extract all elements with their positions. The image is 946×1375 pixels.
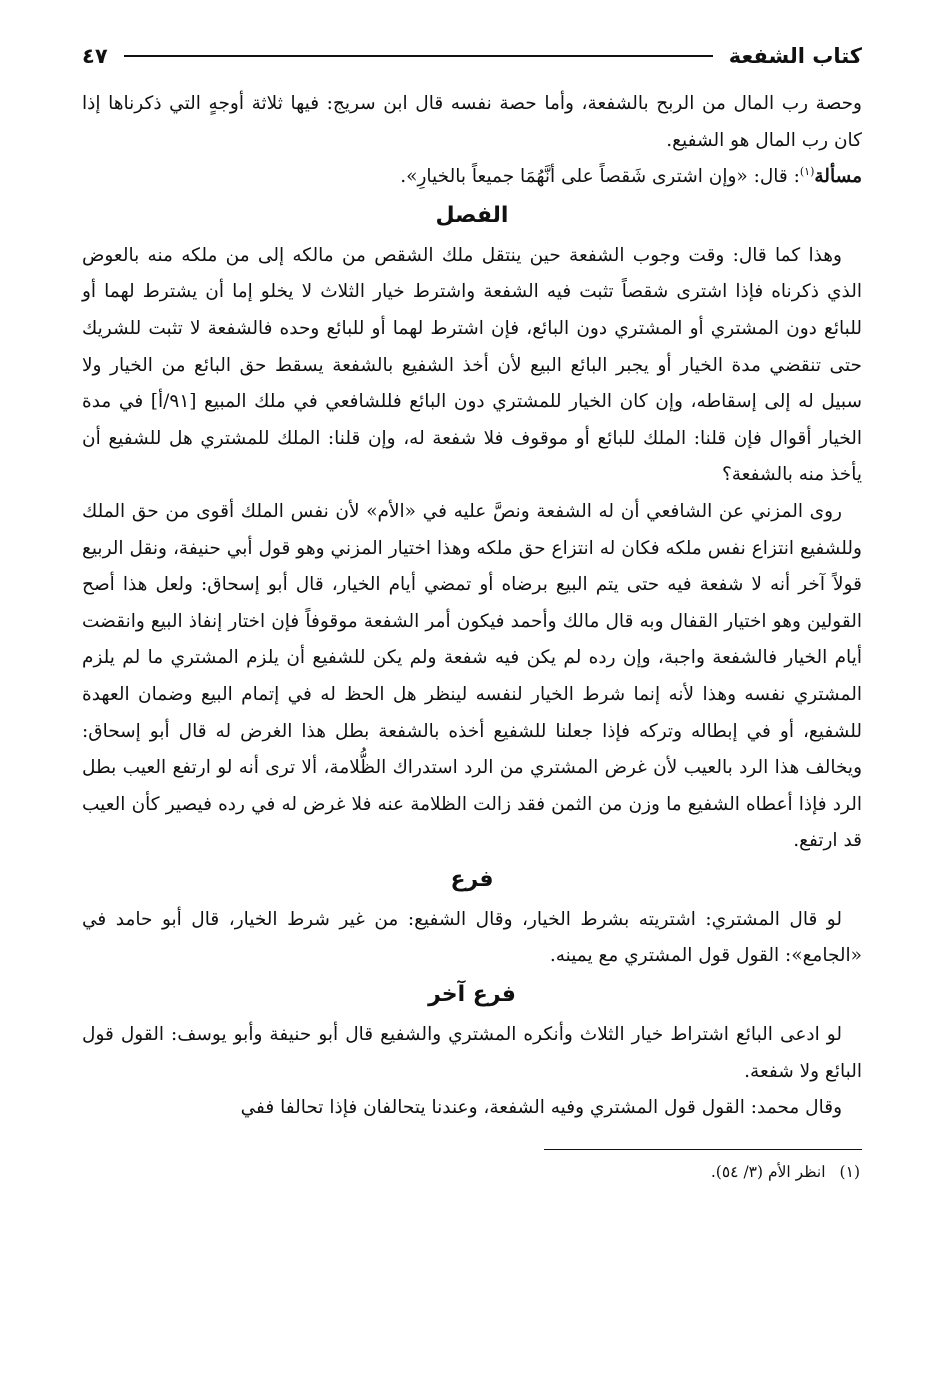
running-header	[82, 36, 862, 76]
book-page	[82, 36, 862, 1186]
masala-text: : قال: «وإن اشترى شَقصاً على أنَّهُمَا جميعاً بالخيارِ».	[400, 166, 800, 188]
main-text	[82, 86, 862, 1127]
footnote-number: (١)	[839, 1162, 860, 1181]
page-number: ٤٧	[82, 44, 108, 68]
footnote-separator	[544, 1149, 862, 1150]
heading-fasl: الفصل	[435, 202, 509, 228]
footnote	[82, 1158, 862, 1186]
paragraph-far-akhar-2: وقال محمد: القول قول المشتري وفيه الشفعة، وعندنا يتحالفان فإذا تحالفا ففي	[240, 1097, 842, 1119]
masala-paragraph	[82, 159, 862, 196]
book-title: كتاب الشفعة	[728, 44, 862, 68]
masala-label: مسألة	[814, 166, 862, 188]
paragraph-continued: وحصة رب المال من الربح بالشفعة، وأما حصة نفسه قال ابن سريج: فيها ثلاثة أوجهٍ التي ذكرناها إذا كان رب المال هو الشفيع.	[82, 93, 862, 151]
paragraph-far: لو قال المشتري: اشتريته بشرط الخيار، وقال الشفيع: من غير شرط الخيار، قال أبو حامد في «الجامع»: القول قول المشتري مع يمينه.	[82, 908, 862, 967]
heading-far: فرع	[450, 866, 494, 892]
heading-far-akhar: فرع آخر	[428, 982, 516, 1008]
header-rule	[124, 55, 713, 57]
paragraph-fasl-2: روى المزني عن الشافعي أن له الشفعة ونصَّ عليه في «الأم» لأن نفس الملك أقوى من حق الملك وللشفيع انتزاع نفس ملكه فكان له انتزاع حق ملكه وهذا اختيار المزني وهو قول أبي حنيفة، ونقل الربيع قولاً آخر أنه لا شفعة فيه حتى يتم البيع برضاه أو تمضي أيام الخيار، قال أبو إسحاق: ولعل هذا أصح القولين وهو اختيار القفال وبه قال مالك وأحمد فيكون أمر الشفعة موقوفاً فإن اختار إنفاذ البيع وانقضت أيام الخيار فالشفعة واجبة، وإن رده لم يكن فيه شفعة ولم يكن للشفيع أن يلزم المشتري ما لم يلزم المشتري نفسه وهذا لأنه إنما شرط الخيار لنفسه لينظر هل الحظ له في إتمام البيع وضمان العهدة للشفيع، أو في إبطاله وتركه فإذا جعلنا للشفيع أخذه بالشفعة بطل هذا الغرض له قال أبو إسحاق: ويخالف هذا الرد بالعيب لأن غرض المشتري من الرد استدراك الظُّلامة، ألا ترى أنه لو ارتفع العيب بطل الرد فإذا أعطاه الشفيع ما وزن من الثمن فقد زالت الظلامة عنه فلا غرض له في رده فيصير كأن العيب قد ارتفع.	[82, 500, 862, 852]
paragraph-far-akhar-1: لو ادعى البائع اشتراط خيار الثلاث وأنكره المشتري والشفيع قال أبو حنيفة وأبو يوسف: القول قول البائع ولا شفعة.	[82, 1024, 862, 1082]
paragraph-fasl-1: وهذا كما قال: وقت وجوب الشفعة حين ينتقل ملك الشقص من مالكه إلى من ملكه منه بالعوض الذي ذكرناه فإذا اشترى شقصاً تثبت فيه الشفعة واشترط خيار الثلاث لا يخلو إما أن يشترط لهما أو للبائع دون المشتري أو المشتري دون البائع، فإن اشترط لهما أو للبائع وحده فالشفعة لا تثبت للشريك حتى تنقضي مدة الخيار أو يجبر البائع البيع لأن أخذ الشفيع بالشفعة يسقط حق البائع من الخيار ولا سبيل له إلى إسقاطه، وإن كان الخيار للمشتري دون البائع فللشافعي في ملك المبيع [٩١/أ] في مدة الخيار أقوال فإن قلنا: الملك للبائع أو موقوف فلا شفعة له، وإن قلنا: الملك للمشتري هل للشفيع أن يأخذ منه بالشفعة؟	[82, 244, 862, 486]
footnote-reference[interactable]: (١)	[799, 165, 815, 179]
footnote-text: انظر الأم (٣/ ٥٤).	[710, 1162, 826, 1181]
